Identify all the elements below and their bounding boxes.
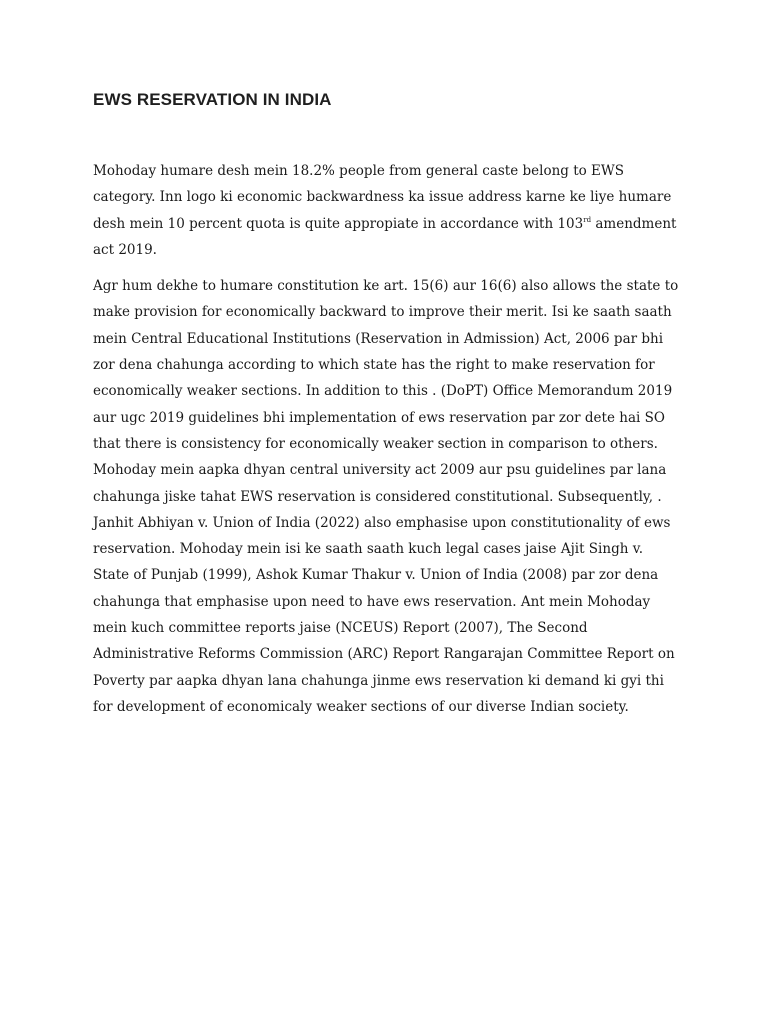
document-body bbox=[93, 158, 683, 720]
paragraph-1-text: Mohoday humare desh mein 18.2% people from general caste belong to EWS category. Inn logo ki economic backwardness ka issue address karne ke liye humare desh mein 10 percent quota is quite appropiate in accordance with 103 bbox=[93, 163, 672, 232]
paragraph-1 bbox=[93, 158, 683, 263]
document-title: EWS RESERVATION IN INDIA bbox=[93, 90, 332, 109]
paragraph-1-text-end: amendment act 2019. bbox=[93, 215, 677, 258]
paragraph-2: Agr hum dekhe to humare constitution ke art. 15(6) aur 16(6) also allows the state to make provision for economically backward to improve their merit. Isi ke saath saath mein Central Educational Institutions (Reservation in Admission) Act, 2006 par bhi zor dena chahunga according to which state has the right to make reservation for economically weaker sections. In addition to this . (DoPT) Office Memorandum 2019 aur ugc 2019 guidelines bhi implementation of ews reservation par zor dete hai SO that there is consistency for economically weaker section in comparison to others. Mohoday mein aapka dhyan central university act 2009 aur psu guidelines par lana chahunga jiske tahat EWS reservation is considered constitutional. Subsequently, . Janhit Abhiyan v. Union of India (2022) also emphasise upon constitutionality of ews reservation. Mohoday mein isi ke saath saath kuch legal cases jaise Ajit Singh v. State of Punjab (1999), Ashok Kumar Thakur v. Union of India (2008) par zor dena chahunga that emphasise upon need to have ews reservation. Ant mein Mohoday mein kuch committee reports jaise (NCEUS) Report (2007), The Second Administrative Reforms Commission (ARC) Report Rangarajan Committee Report on Poverty par aapka dhyan lana chahunga jinme ews reservation ki demand ki gyi thi for development of economicaly weaker sections of our diverse Indian society. bbox=[93, 278, 679, 715]
ordinal-suffix: rd bbox=[583, 215, 592, 224]
